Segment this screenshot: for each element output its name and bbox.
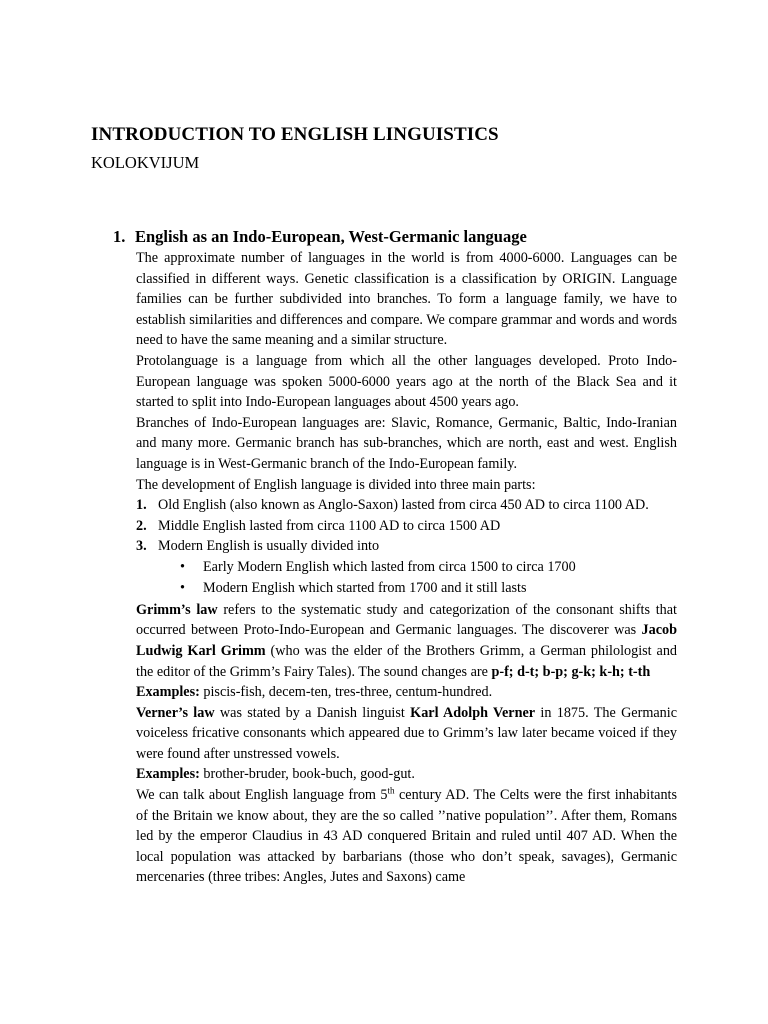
- term-grimms-law: Grimm’s law: [136, 601, 218, 618]
- grimm-text-1: refers to the systematic study and categorization of the consonant shifts that occurred between Proto-Indo-European and Germanic languages. The discoverer was: [136, 601, 677, 639]
- paragraph-development-intro: The development of English language is divided into three main parts:: [136, 476, 536, 493]
- section-heading: [113, 227, 527, 247]
- paragraph-verner-examples: [136, 764, 677, 785]
- paragraph-verners-law: [136, 703, 677, 765]
- bullet-item-early-modern: [136, 557, 677, 578]
- bullet-item-text: Early Modern English which lasted from circa 1500 to circa 1700: [203, 558, 576, 575]
- name-jacob-grimm: Jacob Ludwig Karl Grimm: [136, 622, 677, 659]
- list-item-text: Modern English is usually divided into: [158, 538, 380, 555]
- examples-label: Examples:: [136, 684, 200, 701]
- name-karl-verner: Karl Adolph Verner: [410, 704, 536, 721]
- list-item-modern-english: [136, 536, 677, 557]
- paragraph-protolanguage: Protolanguage is a language from which all the other languages developed. Proto Indo-European language was spoken 5000-6000 years ago at the north of the Black Sea and it started to split into Indo-European languages about 4500 years ago.: [136, 352, 677, 411]
- bullet-icon: •: [180, 580, 185, 597]
- bullet-item-text: Modern English which started from 1700 and it still lasts: [203, 580, 527, 597]
- section-body: [136, 248, 677, 888]
- verner-examples: brother-bruder, book-buch, good-gut.: [199, 766, 415, 783]
- list-item-old-english: [136, 495, 677, 516]
- grimm-text-2: (who was the elder of the Brothers Grimm, a German philologist and the editor of the Grimm’s Fairy Tales). The sound changes are: [136, 642, 678, 680]
- bullet-item-modern: [136, 578, 677, 599]
- paragraph-grimm-examples: [136, 682, 677, 703]
- term-verners-law: Verner’s law: [136, 704, 215, 721]
- list-item-text: Middle English lasted from circa 1100 AD to circa 1500 AD: [158, 517, 501, 534]
- sound-changes: p-f; d-t; b-p; g-k; k-h; t-th: [491, 663, 651, 680]
- list-item-middle-english: [136, 516, 677, 537]
- list-number: 3.: [136, 538, 147, 555]
- document-title: INTRODUCTION TO ENGLISH LINGUISTICS: [91, 124, 499, 145]
- section-heading-text: English as an Indo-European, West-Germanic language: [135, 227, 527, 246]
- paragraph-language-classification: The approximate number of languages in the world is from 4000-6000. Languages can be classified in different ways. Genetic classification is a classification by ORIGIN. Language families can be further subdivided into branches. To form a language family, we have to establish similarities and differences and compare. We compare grammar and words and words need to have the same meaning and a similar structure.: [136, 250, 677, 349]
- examples-label: Examples:: [136, 766, 200, 783]
- list-item-text: Old English (also known as Anglo-Saxon) lasted from circa 450 AD to circa 1100 AD.: [158, 497, 649, 514]
- list-number: 2.: [136, 517, 147, 534]
- section-number: 1.: [113, 227, 126, 246]
- history-text-2: century AD. The Celts were the first inhabitants of the Britain we know about, they are the so called ’’native population’’. After them, Romans led by the emperor Claudius in 43 AD conquered Britain and ruled until 407 AD. When the local population was attacked by barbarians (those who don’t speak, savages), Germanic mercenaries (three tribes: Angles, Jutes and Saxons) came: [136, 787, 678, 886]
- bullet-icon: •: [180, 558, 185, 575]
- document-subtitle: KOLOKVIJUM: [91, 153, 200, 172]
- history-superscript: th: [387, 785, 395, 796]
- paragraph-branches: Branches of Indo-European languages are: Slavic, Romance, Germanic, Baltic, Indo-Iranian and many more. Germanic branch has sub-branches, which are north, east and west. English language is in West-Germanic branch of the Indo-European family.: [136, 414, 677, 472]
- grimm-examples: piscis-fish, decem-ten, tres-three, centum-hundred.: [199, 684, 493, 701]
- paragraph-grimms-law: [136, 600, 677, 682]
- history-text-1: We can talk about English language from 5: [136, 787, 388, 804]
- verner-text-2: in 1875. The Germanic voiceless fricative consonants which appeared due to Grimm’s law later became voiced if they were found after unstressed vowels.: [136, 704, 677, 762]
- list-number: 1.: [136, 497, 147, 514]
- paragraph-history: [136, 785, 677, 888]
- verner-text-1: was stated by a Danish linguist: [214, 704, 411, 721]
